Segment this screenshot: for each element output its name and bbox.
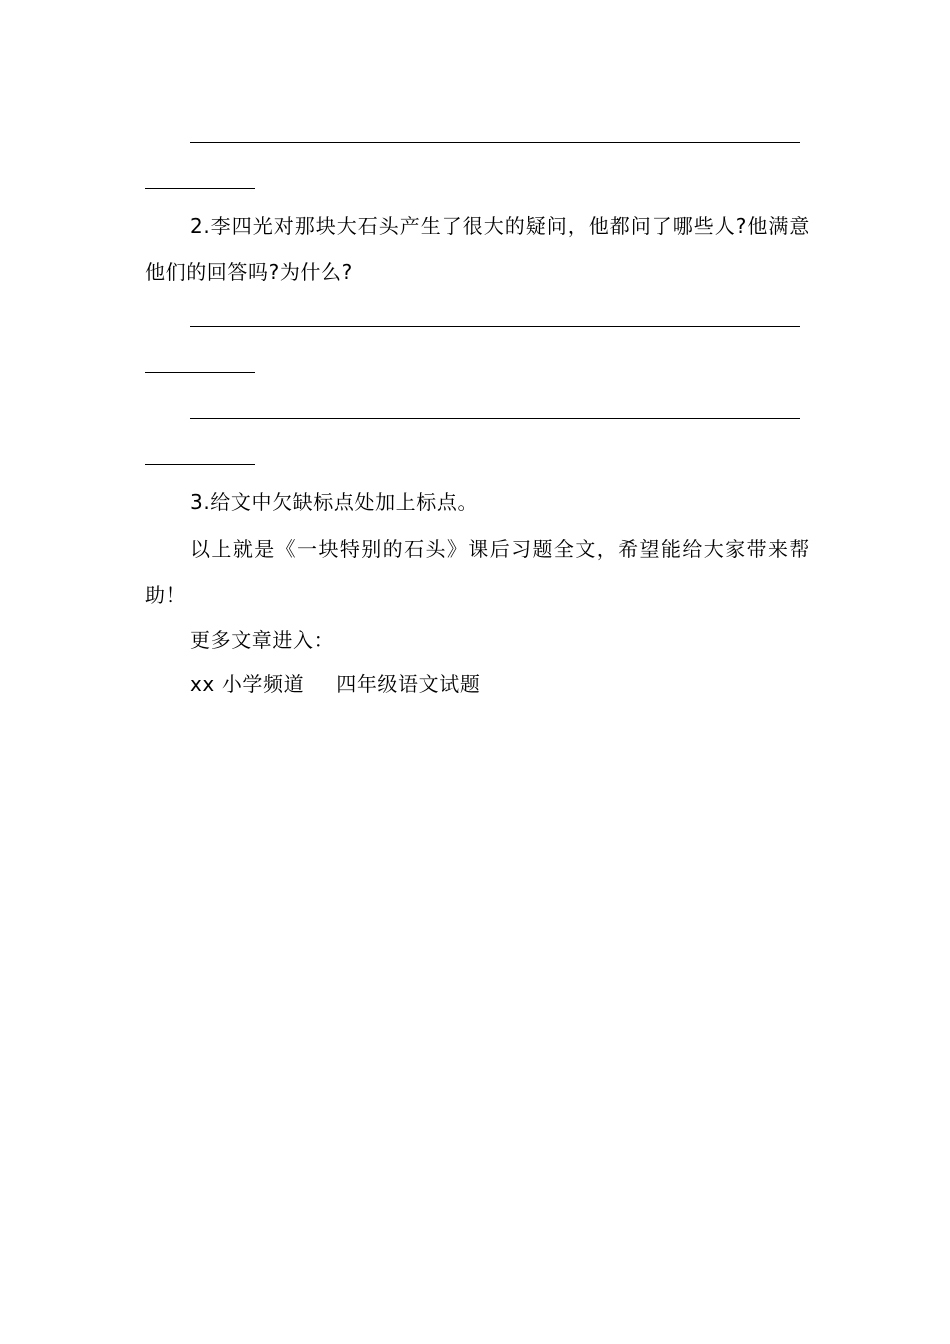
closing-paragraph: 以上就是《一块特别的石头》课后习题全文，希望能给大家带来帮助！ bbox=[145, 537, 810, 607]
answer-line-continuation bbox=[145, 188, 255, 189]
link-grade4-chinese-tests[interactable]: 四年级语文试题 bbox=[336, 672, 481, 696]
question-2-text: 2.李四光对那块大石头产生了很大的疑问，他都问了哪些人?他满意他们的回答吗?为什么? bbox=[145, 214, 810, 284]
link-primary-school-channel[interactable]: xx 小学频道 bbox=[190, 672, 305, 696]
answer-line bbox=[190, 326, 800, 327]
answer-line-continuation bbox=[145, 372, 255, 373]
related-links bbox=[190, 661, 480, 707]
answer-line-continuation bbox=[145, 464, 255, 465]
answer-line bbox=[190, 142, 800, 143]
more-articles-label: 更多文章进入： bbox=[190, 628, 335, 652]
question-3-text: 3.给文中欠缺标点处加上标点。 bbox=[190, 490, 479, 514]
answer-line bbox=[190, 418, 800, 419]
